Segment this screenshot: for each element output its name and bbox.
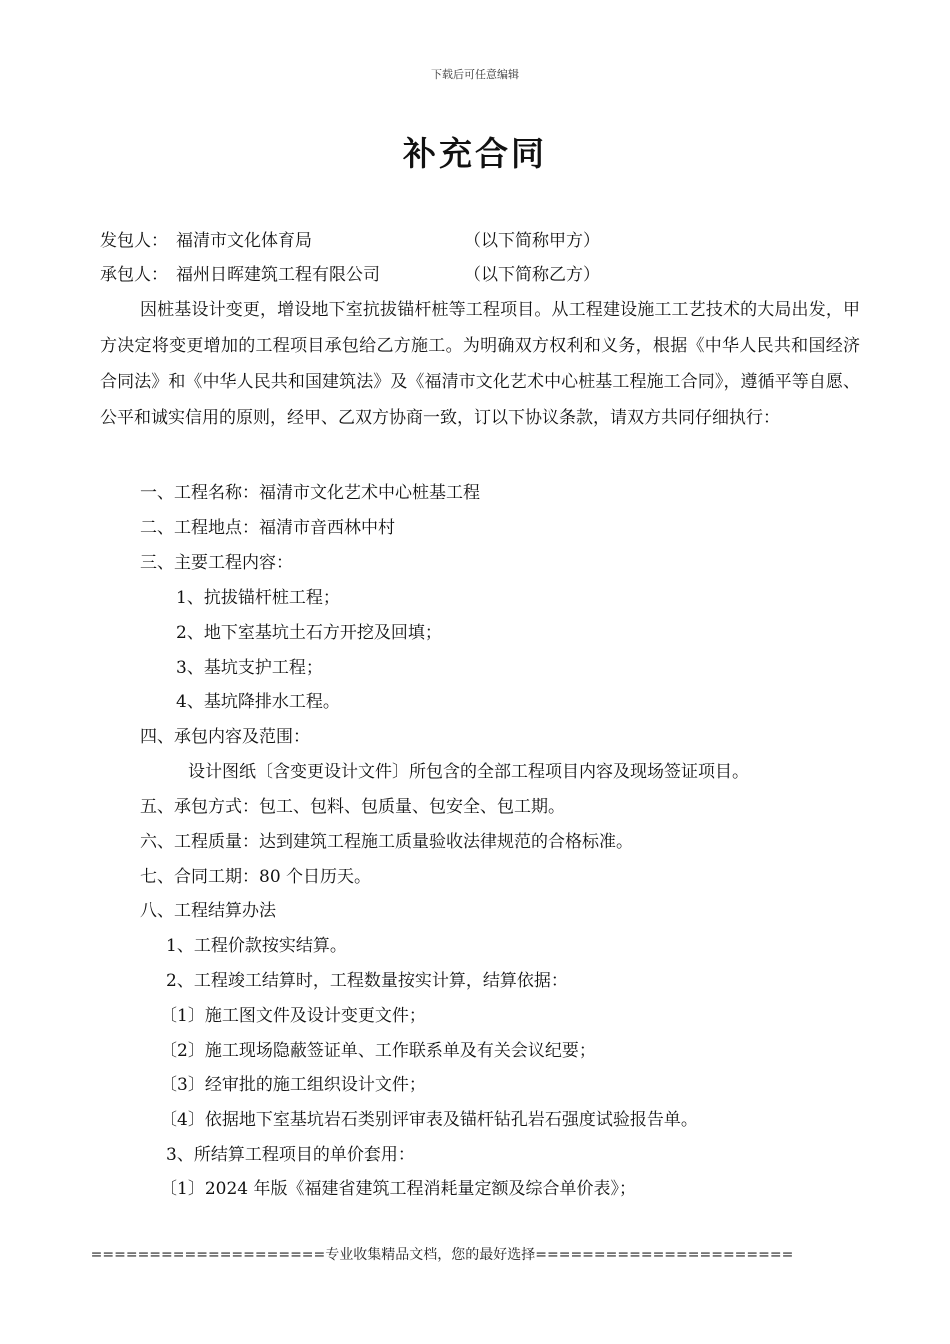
- footer-note: ====================专业收集精品文档，您的最好选择======================: [90, 1247, 794, 1263]
- list-item: 1、抗拔锚杆桩工程；: [176, 588, 340, 608]
- clause-scope: 四、承包内容及范围：: [140, 727, 310, 747]
- contractor-alias: （以下简称乙方）: [464, 265, 600, 285]
- clause-main-content: 三、主要工程内容：: [140, 553, 293, 573]
- list-item: 〔2〕施工现场隐蔽签证单、工作联系单及有关会议纪要；: [160, 1041, 596, 1061]
- header-note: 下载后可任意编辑: [431, 68, 519, 81]
- clause-project-location: 二、工程地点：福清市音西林中村: [140, 518, 395, 538]
- contractor-name: 福州日晖建筑工程有限公司: [176, 265, 380, 285]
- list-item: 〔1〕2024 年版《福建省建筑工程消耗量定额及综合单价表》；: [160, 1179, 636, 1199]
- contractor-label: 承包人：: [100, 265, 168, 285]
- list-item: 〔4〕依据地下室基坑岩石类别评审表及锚杆钻孔岩石强度试验报告单。: [160, 1110, 698, 1130]
- clause-project-name: 一、工程名称：福清市文化艺术中心桩基工程: [140, 483, 480, 503]
- employer-label: 发包人：: [100, 231, 168, 251]
- employer-name: 福清市文化体育局: [176, 231, 312, 251]
- employer-alias: （以下简称甲方）: [464, 231, 600, 251]
- list-item: 4、基坑降排水工程。: [176, 692, 340, 712]
- intro-paragraph: 因桩基设计变更，增设地下室抗拔锚杆桩等工程项目。从工程建设施工工艺技术的大局出发，甲方决定将变更增加的工程项目承包给乙方施工。为明确双方权利和义务，根据《中华人民共和国经济合同法》和《中华人民共和国建筑法》及《福清市文化艺术中心桩基工程施工合同》，遵循平等自愿、公平和诚实信用的原则，经甲、乙双方协商一致，订以下协议条款，请双方共同仔细执行：: [100, 300, 860, 428]
- clause-duration: 七、合同工期：80 个日历天。: [140, 867, 372, 887]
- settlement-item: 3、所结算工程项目的单价套用：: [166, 1145, 415, 1165]
- document-title: 补充合同: [403, 134, 547, 173]
- settlement-item: 2、工程竣工结算时，工程数量按实计算，结算依据：: [166, 971, 568, 991]
- clause-scope-text: 设计图纸〔含变更设计文件〕所包含的全部工程项目内容及现场签证项目。: [188, 762, 749, 782]
- clause-quality: 六、工程质量：达到建筑工程施工质量验收法律规范的合格标准。: [140, 832, 633, 852]
- list-item: 2、地下室基坑土石方开挖及回填；: [176, 623, 442, 643]
- settlement-item: 1、工程价款按实结算。: [166, 936, 347, 956]
- list-item: 〔1〕施工图文件及设计变更文件；: [160, 1006, 426, 1026]
- clause-contract-mode: 五、承包方式：包工、包料、包质量、包安全、包工期。: [140, 797, 565, 817]
- clause-settlement: 八、工程结算办法: [140, 901, 276, 921]
- list-item: 〔3〕经审批的施工组织设计文件；: [160, 1075, 426, 1095]
- list-item: 3、基坑支护工程；: [176, 658, 323, 678]
